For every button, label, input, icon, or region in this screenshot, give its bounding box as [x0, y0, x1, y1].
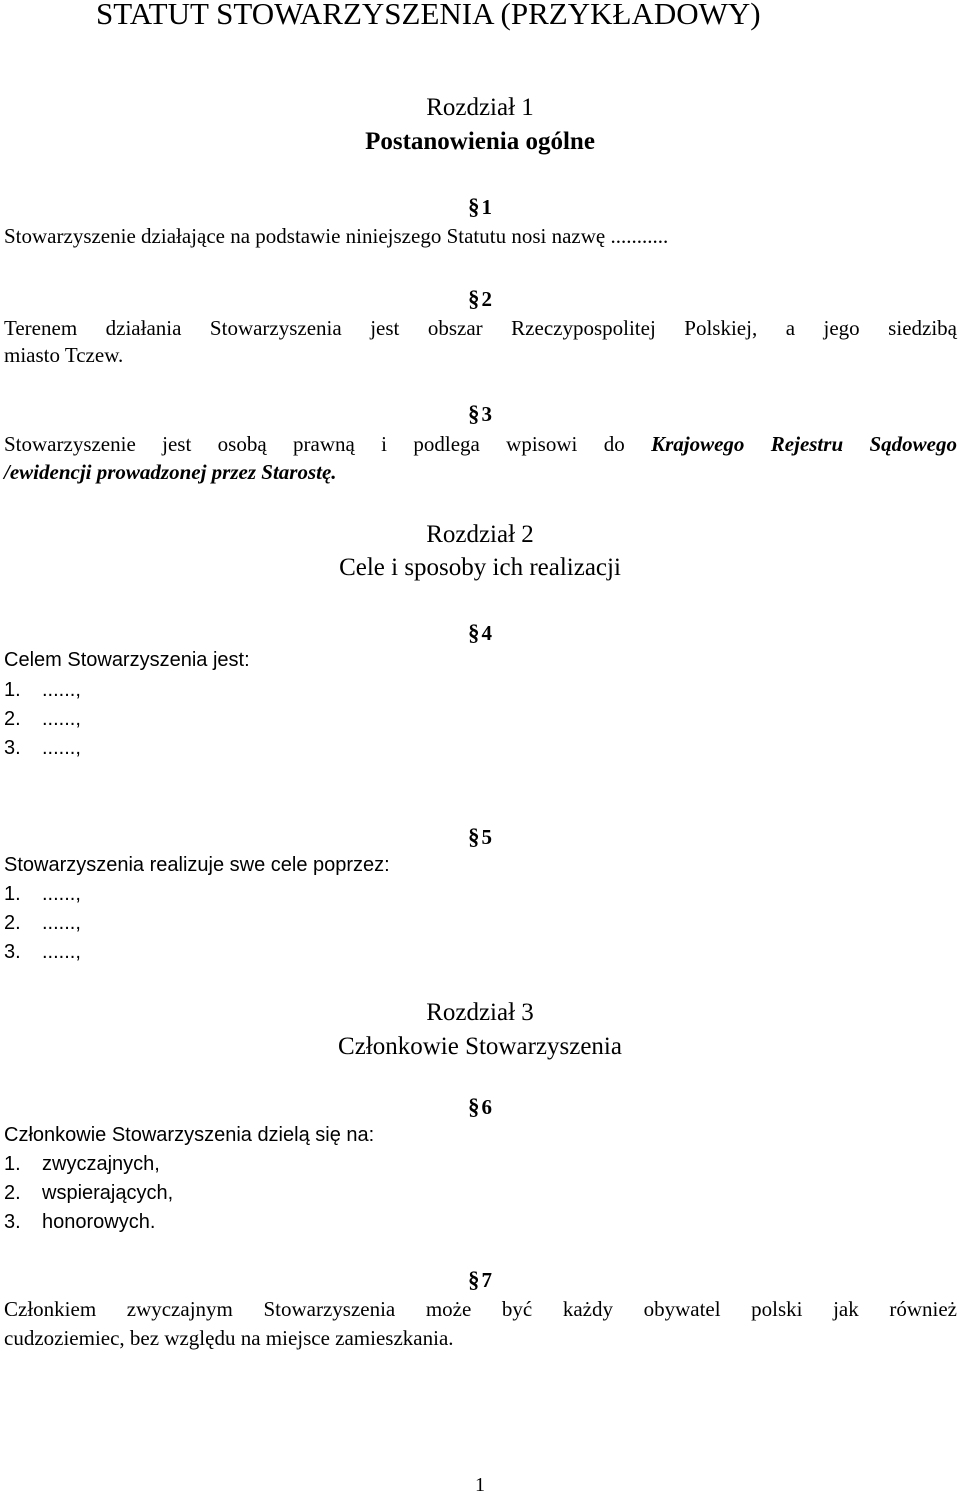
paragraph-6-intro: Członkowie Stowarzyszenia dzielą się na:: [4, 1124, 375, 1146]
paragraph-7-line-2: cudzoziemiec, bez względu na miejsce zamieszkania.: [4, 1326, 454, 1350]
list-number: 2.: [4, 708, 21, 730]
page-number: 1: [475, 1474, 485, 1496]
section-sign: §: [468, 1094, 480, 1119]
list-number: 2.: [4, 912, 21, 934]
paragraph-number: 1: [481, 195, 492, 219]
list-item: [4, 1179, 174, 1208]
list-item: [4, 676, 81, 705]
paragraph-6-heading: [0, 1093, 960, 1121]
list-text: wspierających,: [42, 1182, 174, 1204]
list-item: [4, 1208, 156, 1237]
chapter-2-heading: Rozdział 2: [426, 521, 534, 548]
paragraph-3-heading: [0, 400, 960, 428]
list-text: ......,: [42, 941, 81, 963]
list-item: [4, 1150, 160, 1179]
section-sign: §: [468, 286, 480, 311]
list-item: [4, 938, 81, 967]
paragraph-number: 7: [481, 1268, 492, 1292]
paragraph-2-line-1: Terenem działania Stowarzyszenia jest obszar Rzeczypospolitej Polskiej, a jego siedzibą: [4, 316, 957, 340]
section-sign: §: [468, 401, 480, 426]
chapter-2-subtitle: Cele i sposoby ich realizacji: [339, 554, 621, 581]
paragraph-1-body: Stowarzyszenie działające na podstawie niniejszego Statutu nosi nazwę ...........: [4, 224, 669, 248]
paragraph-3-italic-text: Krajowego Rejestru Sądowego: [651, 432, 957, 456]
list-text: ......,: [42, 679, 81, 701]
paragraph-4-intro: Celem Stowarzyszenia jest:: [4, 649, 250, 671]
paragraph-3-normal-text: Stowarzyszenie jest osobą prawną i podlega wpisowi do: [4, 432, 652, 456]
paragraph-2-heading: [0, 285, 960, 313]
list-item: [4, 909, 81, 938]
list-number: 3.: [4, 1211, 21, 1233]
paragraph-number: 3: [481, 402, 492, 426]
chapter-1-subtitle: Postanowienia ogólne: [365, 128, 595, 155]
paragraph-number: 5: [481, 825, 492, 849]
list-number: 2.: [4, 1182, 21, 1204]
section-sign: §: [468, 824, 480, 849]
list-text: zwyczajnych,: [42, 1153, 160, 1175]
list-number: 3.: [4, 737, 21, 759]
list-text: ......,: [42, 912, 81, 934]
chapter-1-heading: Rozdział 1: [426, 94, 534, 121]
paragraph-3-line-2: /ewidencji prowadzonej przez Starostę.: [4, 460, 337, 484]
chapter-3-subtitle: Członkowie Stowarzyszenia: [338, 1033, 622, 1060]
list-number: 1.: [4, 1153, 21, 1175]
paragraph-number: 4: [481, 621, 492, 645]
paragraph-number: 2: [481, 287, 492, 311]
list-item: [4, 705, 81, 734]
paragraph-4-heading: [0, 619, 960, 647]
list-number: 1.: [4, 883, 21, 905]
list-item: [4, 880, 81, 909]
document-title: STATUT STOWARZYSZENIA (PRZYKŁADOWY): [96, 0, 761, 31]
paragraph-1-text: [4, 222, 668, 250]
section-sign: §: [468, 194, 480, 219]
paragraph-2-line-2: miasto Tczew.: [4, 343, 124, 367]
chapter-3-heading: Rozdział 3: [426, 999, 534, 1026]
list-number: 3.: [4, 941, 21, 963]
paragraph-5-heading: [0, 823, 960, 851]
paragraph-3-line-1: [4, 430, 957, 458]
paragraph-1-heading: [0, 193, 960, 221]
list-text: ......,: [42, 708, 81, 730]
list-number: 1.: [4, 679, 21, 701]
section-sign: §: [468, 1267, 480, 1292]
paragraph-5-intro: Stowarzyszenia realizuje swe cele poprzez:: [4, 854, 390, 876]
section-sign: §: [468, 620, 480, 645]
paragraph-number: 6: [481, 1095, 492, 1119]
list-text: ......,: [42, 883, 81, 905]
paragraph-7-line-1: Członkiem zwyczajnym Stowarzyszenia może być każdy obywatel polski jak również: [4, 1297, 957, 1321]
list-text: honorowych.: [42, 1211, 156, 1233]
list-text: ......,: [42, 737, 81, 759]
paragraph-7-heading: [0, 1266, 960, 1294]
list-item: [4, 734, 81, 763]
